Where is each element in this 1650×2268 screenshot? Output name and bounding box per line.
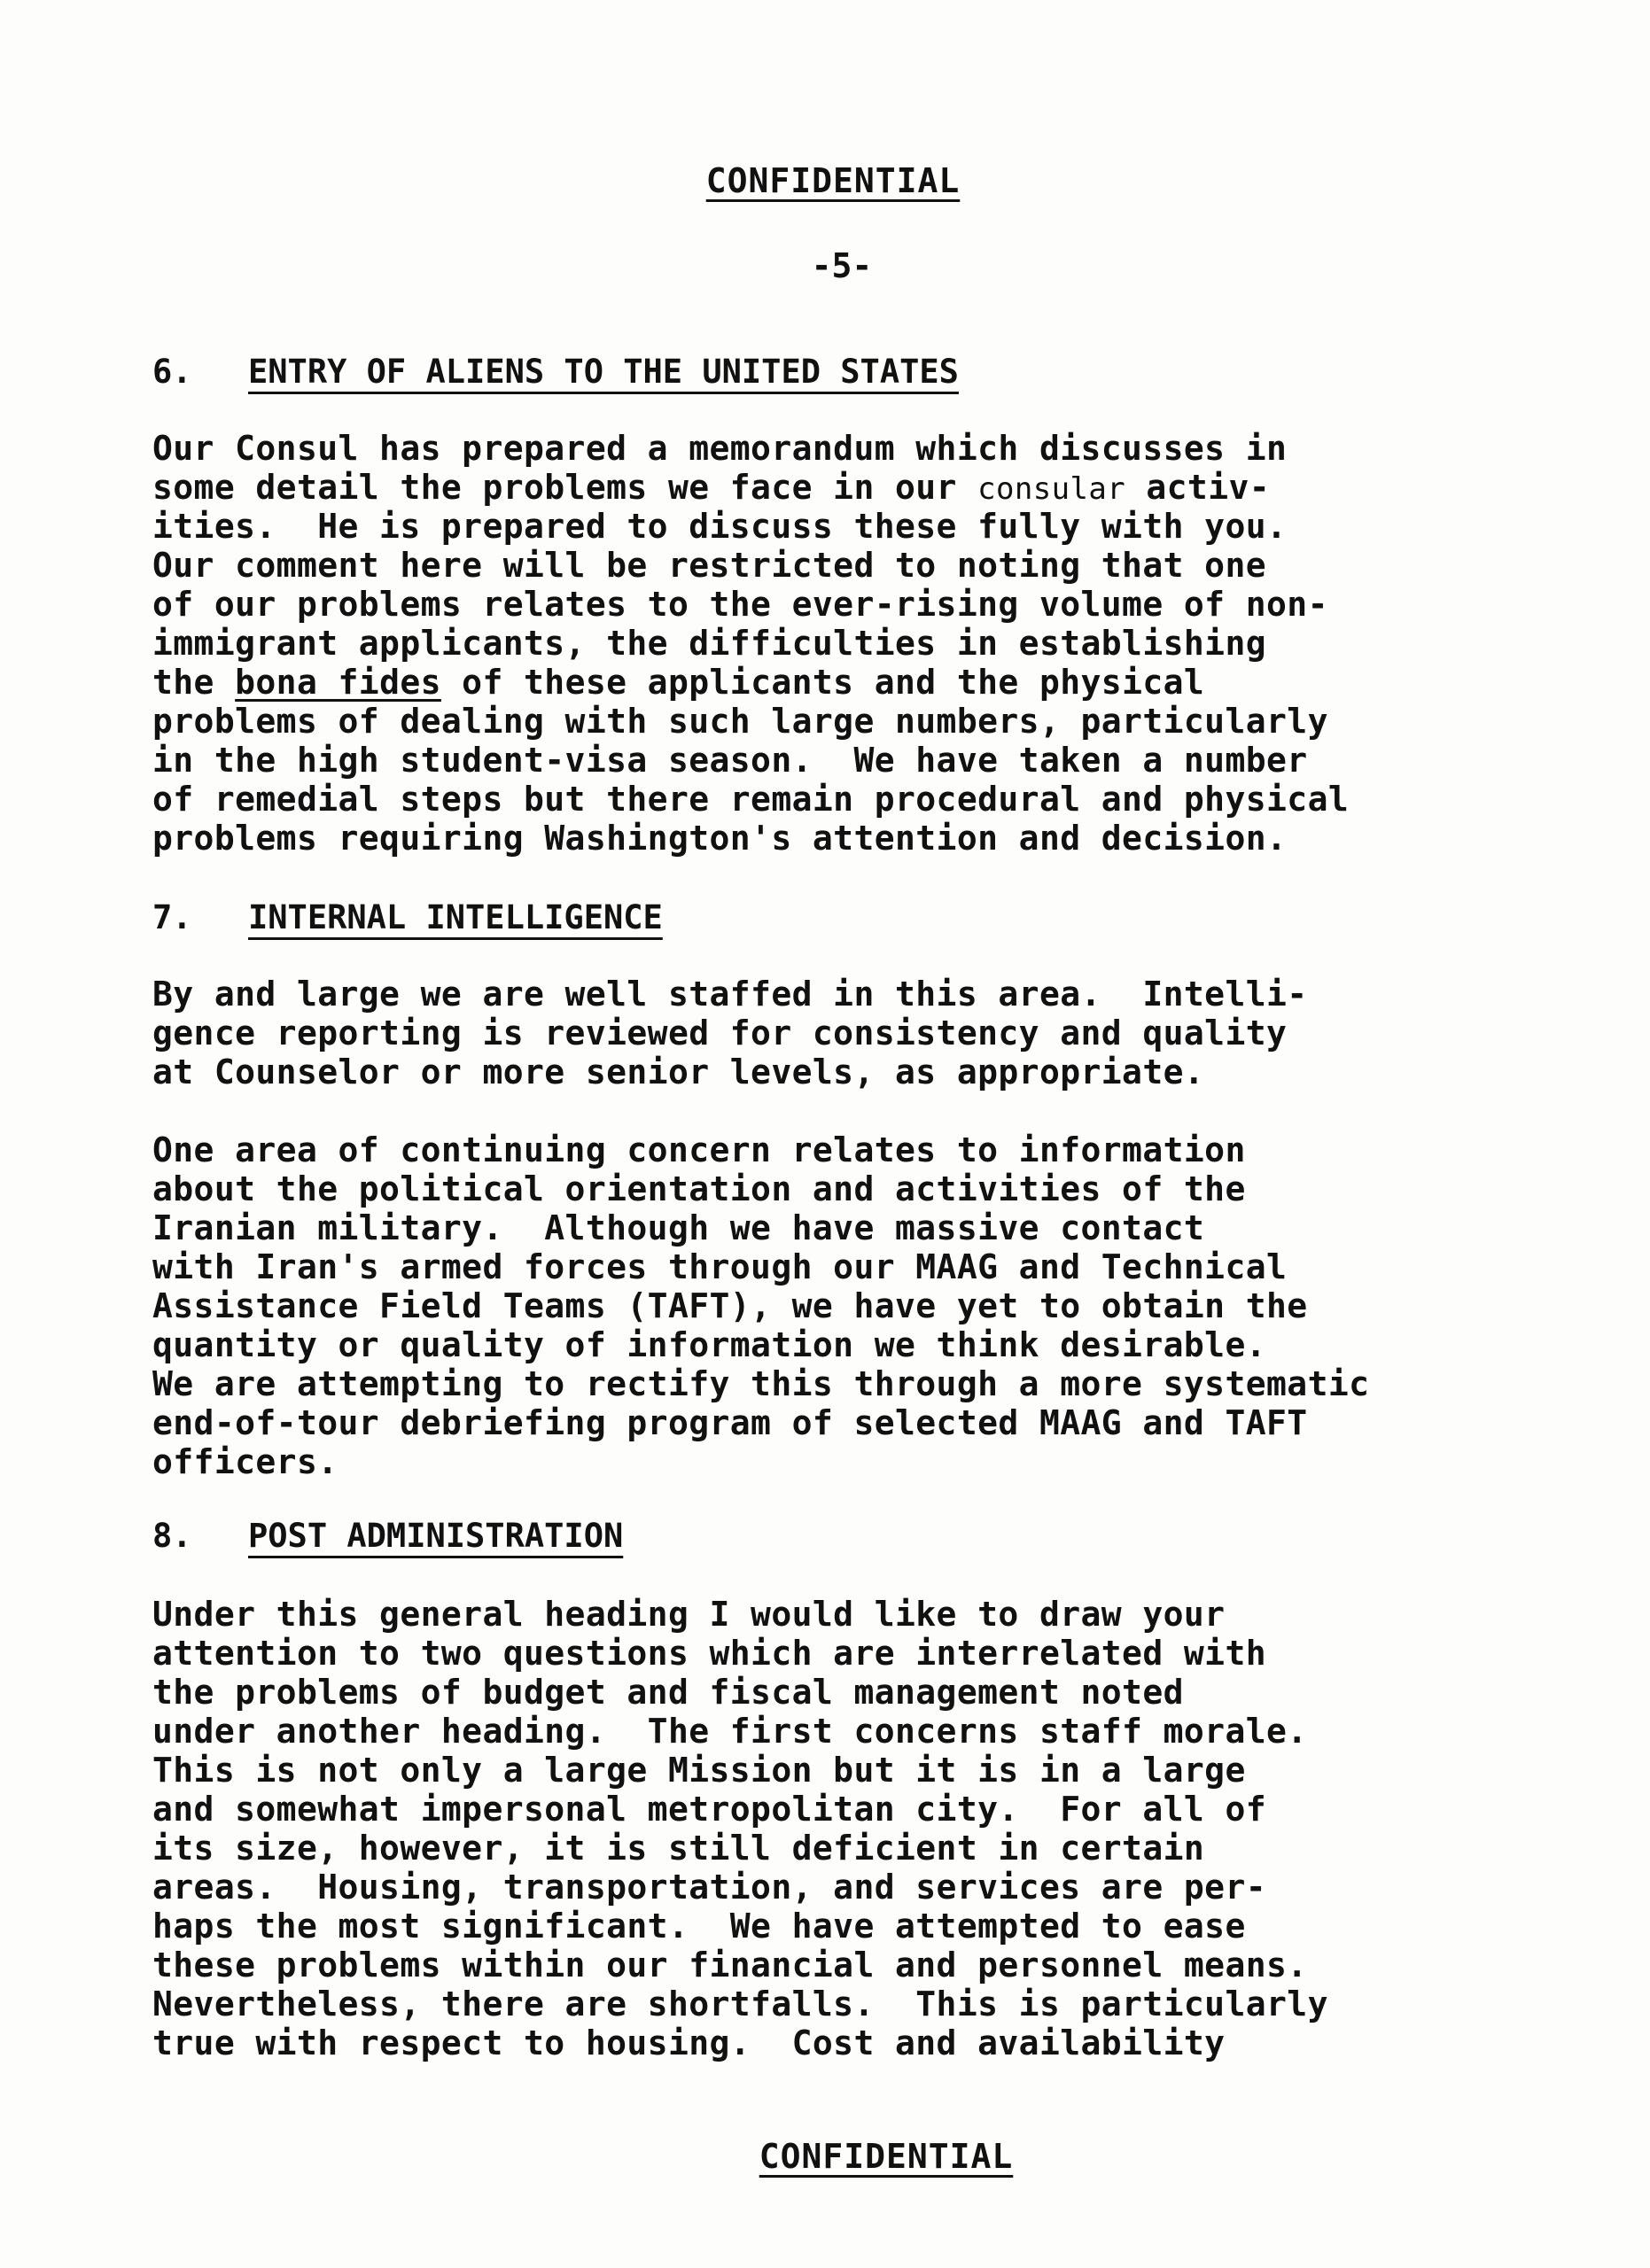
section-8-heading bbox=[152, 1517, 623, 1555]
text-line: these problems within our financial and personnel means. bbox=[152, 1946, 1308, 1984]
text-line: haps the most significant. We have attempted to ease bbox=[152, 1907, 1246, 1946]
underlined-phrase: bona fides bbox=[235, 663, 441, 702]
text-line: Iranian military. Although we have massive contact bbox=[152, 1208, 1205, 1247]
line-text: activ- bbox=[1125, 468, 1271, 507]
text-line: problems requiring Washington's attention and decision. bbox=[152, 819, 1288, 858]
text-line: about the political orientation and activities of the bbox=[152, 1169, 1246, 1208]
text-line: of remedial steps but there remain procedural and physical bbox=[152, 780, 1350, 819]
section-7-paragraph-1 bbox=[152, 975, 1570, 1091]
text-line bbox=[152, 663, 1570, 702]
text-line: its size, however, it is still deficient in certain bbox=[152, 1829, 1205, 1868]
text-line: ities. He is prepared to discuss these fully with you. bbox=[152, 507, 1288, 546]
text-line: immigrant applicants, the difficulties in establishing bbox=[152, 624, 1267, 663]
text-line: and somewhat impersonal metropolitan city. For all of bbox=[152, 1790, 1267, 1829]
section-8-paragraph bbox=[152, 1595, 1570, 2062]
section-7-title: INTERNAL INTELLIGENCE bbox=[248, 898, 663, 936]
section-6-heading bbox=[152, 353, 959, 391]
section-8-number: 8. bbox=[152, 1517, 192, 1555]
section-7-number: 7. bbox=[152, 898, 192, 936]
text-line: This is not only a large Mission but it is in a large bbox=[152, 1751, 1246, 1790]
text-line: By and large we are well staffed in this area. Intelli- bbox=[152, 975, 1308, 1014]
text-line: officers. bbox=[152, 1442, 339, 1481]
text-line: Nevertheless, there are shortfalls. This is particularly bbox=[152, 1984, 1328, 2023]
section-6-number: 6. bbox=[152, 353, 192, 391]
text-line bbox=[152, 468, 1570, 507]
text-line: under another heading. The first concerns staff morale. bbox=[152, 1712, 1308, 1751]
text-line: in the high student-visa season. We have taken a number bbox=[152, 741, 1308, 780]
line-text: of these applicants and the physical bbox=[440, 663, 1205, 702]
section-7-heading bbox=[152, 898, 663, 936]
page-number: -5- bbox=[811, 246, 873, 285]
text-line: quantity or quality of information we think desirable. bbox=[152, 1325, 1267, 1364]
text-line: areas. Housing, transportation, and services are per- bbox=[152, 1868, 1267, 1907]
text-line: Under this general heading I would like to draw your bbox=[152, 1595, 1226, 1634]
handtyped-word: consular bbox=[977, 471, 1126, 507]
text-line: We are attempting to rectify this through a more systematic bbox=[152, 1364, 1370, 1403]
line-text: the bbox=[152, 663, 236, 702]
line-text: some detail the problems we face in our bbox=[152, 468, 978, 507]
text-line: end-of-tour debriefing program of selected MAAG and TAFT bbox=[152, 1403, 1308, 1442]
text-line: with Iran's armed forces through our MAAG and Technical bbox=[152, 1247, 1288, 1286]
text-line: of our problems relates to the ever-rising volume of non- bbox=[152, 585, 1328, 624]
text-line: Our Consul has prepared a memorandum which discusses in bbox=[152, 429, 1288, 468]
text-line: attention to two questions which are interrelated with bbox=[152, 1634, 1267, 1673]
section-6-paragraph bbox=[152, 429, 1570, 858]
text-line: Our comment here will be restricted to noting that one bbox=[152, 546, 1267, 585]
section-7-paragraph-2 bbox=[152, 1130, 1570, 1481]
text-line: Assistance Field Teams (TAFT), we have yet to obtain the bbox=[152, 1286, 1308, 1325]
section-8-title: POST ADMINISTRATION bbox=[248, 1517, 624, 1555]
text-line: problems of dealing with such large numbers, particularly bbox=[152, 702, 1328, 741]
header-classification: CONFIDENTIAL bbox=[705, 161, 961, 200]
text-line: One area of continuing concern relates to information bbox=[152, 1130, 1246, 1169]
text-line: true with respect to housing. Cost and availability bbox=[152, 2023, 1226, 2062]
text-line: gence reporting is reviewed for consistency and quality bbox=[152, 1014, 1288, 1052]
text-line: the problems of budget and fiscal management noted bbox=[152, 1673, 1184, 1712]
text-line: at Counselor or more senior levels, as appropriate. bbox=[152, 1052, 1205, 1091]
footer-classification: CONFIDENTIAL bbox=[759, 2137, 1014, 2176]
section-6-title: ENTRY OF ALIENS TO THE UNITED STATES bbox=[248, 353, 959, 391]
